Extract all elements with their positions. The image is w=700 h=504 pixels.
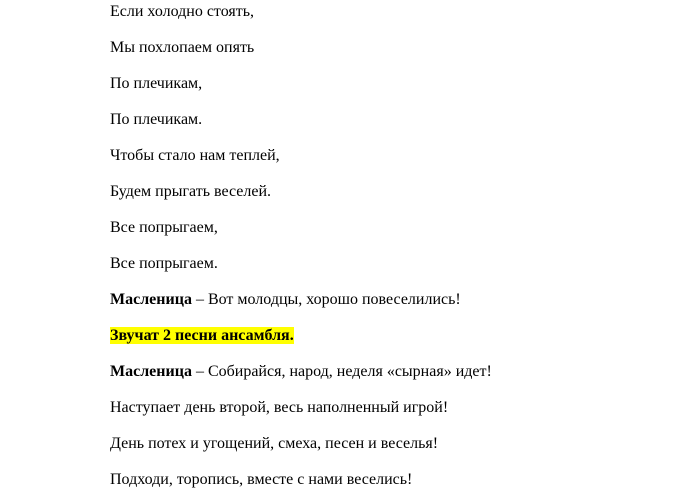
verse-line: Если холодно стоять, <box>110 3 255 20</box>
speech-text: – Вот молодцы, хорошо повеселились! <box>191 291 461 308</box>
text-line: Подходи, торопись, вместе с нами веселись! <box>110 471 413 488</box>
stage-direction-line <box>110 324 492 360</box>
verse-line: Мы похлопаем опять <box>110 39 255 56</box>
verse-line: Все попрыгаем, <box>110 219 218 236</box>
verse-line: По плечикам. <box>110 111 203 128</box>
verse-line: По плечикам, <box>110 75 203 92</box>
speaker-name: Масленица <box>110 363 192 380</box>
text-line: День потех и угощений, смеха, песен и веселья! <box>110 435 439 452</box>
stage-direction-highlight: Звучат 2 песни ансамбля. <box>110 327 294 344</box>
text-line: Наступает день второй, весь наполненный игрой! <box>110 399 449 416</box>
verse-line: Чтобы стало нам теплей, <box>110 147 280 164</box>
verse-line: Будем прыгать веселей. <box>110 183 272 200</box>
speech-line <box>110 288 492 324</box>
speaker-name: Масленица <box>110 291 192 308</box>
document-text <box>110 0 492 504</box>
speech-line <box>110 360 492 396</box>
verse-line: Все попрыгаем. <box>110 255 218 272</box>
speech-text: – Собирайся, народ, неделя «сырная» идет! <box>191 363 492 380</box>
